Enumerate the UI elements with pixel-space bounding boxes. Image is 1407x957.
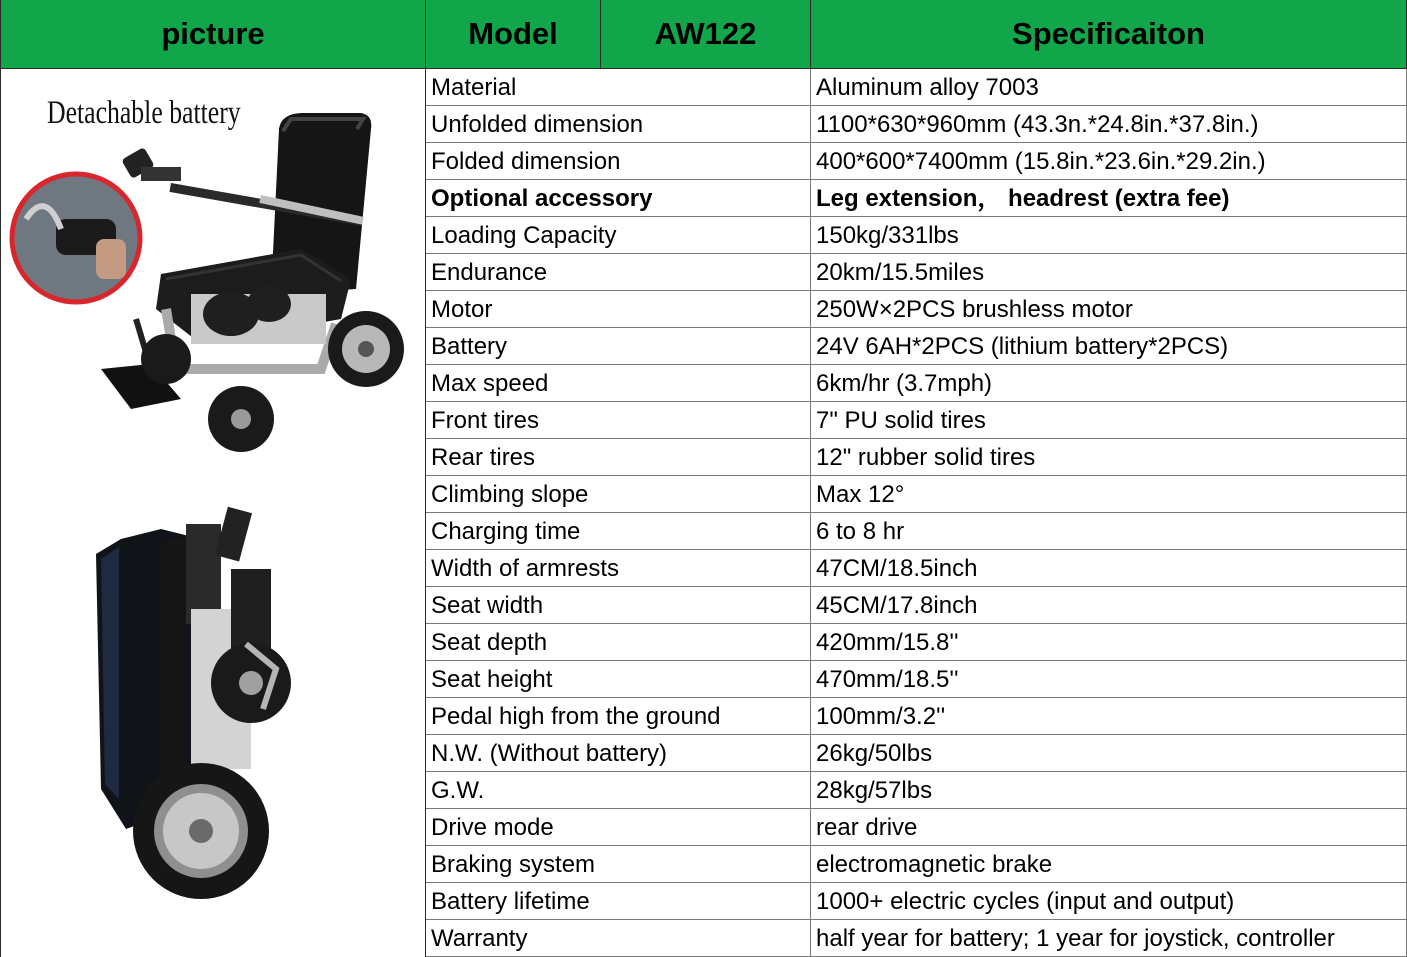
table-row — [426, 661, 1407, 698]
spec-name: Optional accessory — [426, 180, 811, 216]
header-model-value: AW122 — [601, 0, 811, 69]
spec-value: 45CM/17.8inch — [811, 587, 1407, 623]
table-row — [426, 809, 1407, 846]
table-row — [426, 402, 1407, 439]
spec-value: 1000+ electric cycles (input and output) — [811, 883, 1407, 919]
table-row — [426, 550, 1407, 587]
spec-name: G.W. — [426, 772, 811, 808]
folded-wheelchair-image — [96, 507, 291, 899]
spec-table — [426, 69, 1407, 957]
spec-value: 6 to 8 hr — [811, 513, 1407, 549]
spec-value: 250W×2PCS brushless motor — [811, 291, 1407, 327]
spec-name: Charging time — [426, 513, 811, 549]
spec-value: 12" rubber solid tires — [811, 439, 1407, 475]
spec-name: Braking system — [426, 846, 811, 882]
spec-name: Battery lifetime — [426, 883, 811, 919]
table-row — [426, 254, 1407, 291]
spec-value: electromagnetic brake — [811, 846, 1407, 882]
spec-value: half year for battery; 1 year for joystick, controller — [811, 920, 1407, 956]
spec-value: 1100*630*960mm (43.3n.*24.8in.*37.8in.) — [811, 106, 1407, 142]
header-model-label: Model — [426, 0, 601, 69]
table-row — [426, 624, 1407, 661]
spec-name: Endurance — [426, 254, 811, 290]
wheelchair-illustrations — [1, 69, 425, 957]
spec-name: Max speed — [426, 365, 811, 401]
spec-name: Pedal high from the ground — [426, 698, 811, 734]
spec-name: Seat depth — [426, 624, 811, 660]
spec-value: 26kg/50lbs — [811, 735, 1407, 771]
table-row — [426, 587, 1407, 624]
spec-name: Unfolded dimension — [426, 106, 811, 142]
table-row — [426, 106, 1407, 143]
table-row — [426, 365, 1407, 402]
spec-value: 400*600*7400mm (15.8in.*23.6in.*29.2in.) — [811, 143, 1407, 179]
header-picture: picture — [0, 0, 426, 69]
spec-value: 100mm/3.2'' — [811, 698, 1407, 734]
spec-name: Seat height — [426, 661, 811, 697]
table-row — [426, 291, 1407, 328]
spec-name: Climbing slope — [426, 476, 811, 512]
spec-name: Width of armrests — [426, 550, 811, 586]
spec-name: Battery — [426, 328, 811, 364]
spec-value: Leg extension， headrest (extra fee) — [811, 180, 1407, 216]
spec-name: Rear tires — [426, 439, 811, 475]
table-row — [426, 328, 1407, 365]
spec-value: rear drive — [811, 809, 1407, 845]
table-row — [426, 69, 1407, 106]
table-row — [426, 846, 1407, 883]
spec-name: Material — [426, 69, 811, 105]
table-row — [426, 883, 1407, 920]
table-row — [426, 772, 1407, 809]
table-row — [426, 180, 1407, 217]
table-row — [426, 513, 1407, 550]
table-row — [426, 735, 1407, 772]
unfolded-wheelchair-image — [12, 113, 404, 452]
table-row — [426, 143, 1407, 180]
spec-value: 420mm/15.8'' — [811, 624, 1407, 660]
spec-value: 470mm/18.5'' — [811, 661, 1407, 697]
spec-name: Loading Capacity — [426, 217, 811, 253]
spec-name: N.W. (Without battery) — [426, 735, 811, 771]
spec-name: Front tires — [426, 402, 811, 438]
table-row — [426, 698, 1407, 735]
spec-value: 6km/hr (3.7mph) — [811, 365, 1407, 401]
spec-name: Warranty — [426, 920, 811, 956]
spec-value: 28kg/57lbs — [811, 772, 1407, 808]
spec-value: 47CM/18.5inch — [811, 550, 1407, 586]
table-row — [426, 476, 1407, 513]
spec-value: 7" PU solid tires — [811, 402, 1407, 438]
spec-value: Max 12° — [811, 476, 1407, 512]
table-row — [426, 439, 1407, 476]
spec-name: Drive mode — [426, 809, 811, 845]
header-specification: Specificaiton — [811, 0, 1407, 69]
spec-name: Folded dimension — [426, 143, 811, 179]
picture-column — [0, 69, 426, 957]
spec-value: Aluminum alloy 7003 — [811, 69, 1407, 105]
detachable-battery-label: Detachable battery — [47, 95, 241, 131]
spec-name: Motor — [426, 291, 811, 327]
spec-value: 20km/15.5miles — [811, 254, 1407, 290]
table-row — [426, 920, 1407, 957]
table-row — [426, 217, 1407, 254]
spec-value: 24V 6AH*2PCS (lithium battery*2PCS) — [811, 328, 1407, 364]
spec-name: Seat width — [426, 587, 811, 623]
spec-value: 150kg/331lbs — [811, 217, 1407, 253]
